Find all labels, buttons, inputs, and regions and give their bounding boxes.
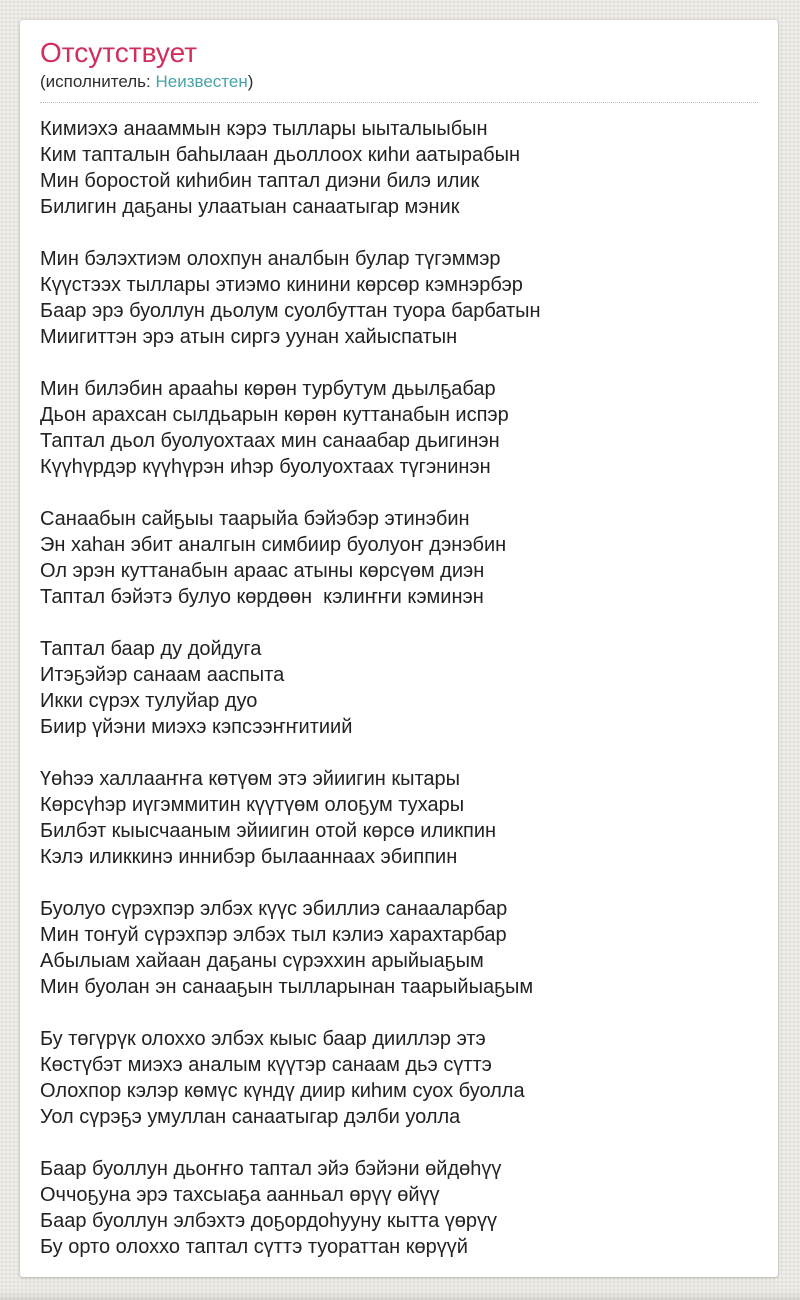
lyric-line: Күүһүрдэр күүһүрэн иһэр буолуохтаах түгэнинэн <box>40 456 491 478</box>
lyrics-card <box>20 20 778 1277</box>
lyric-line: Абылыам хайаан даҕаны сүрэххин арыйыаҕым <box>40 950 484 972</box>
lyric-line: Дьон арахсан сылдьарын көрөн куттанабын испэр <box>40 404 509 426</box>
lyrics-text <box>40 116 758 1260</box>
lyric-line: Таптал бэйэтэ булуо көрдөөн кэлиҥҥи кэминэн <box>40 586 484 608</box>
lyric-line: Билигин даҕаны улаатыан санаатыгар мэник <box>40 196 460 218</box>
lyrics-stanza <box>40 896 758 1000</box>
lyrics-stanza <box>40 1156 758 1260</box>
lyric-line: Мин тоҥуй сүрэхпэр элбэх тыл кэлиэ харахтарбар <box>40 924 507 946</box>
lyric-line: Көстүбэт миэхэ аналым күүтэр санаам дьэ сүттэ <box>40 1054 492 1076</box>
lyric-line: Мин боростой киһибин таптал диэни билэ илик <box>40 170 480 192</box>
lyric-line: Санаабын сайҕыы таарыйа бэйэбэр этинэбин <box>40 508 470 530</box>
lyric-line: Мин билэбин арааһы көрөн турбутум дьылҕабар <box>40 378 496 400</box>
lyric-line: Миигиттэн эрэ атын сиргэ уунан хайыспатын <box>40 326 458 348</box>
lyric-line: Эн хаһан эбит аналгын симбиир буолуоҥ дэнэбин <box>40 534 507 556</box>
lyric-line: Көрсүһэр иүгэммитин күүтүөм олоҕум тухары <box>40 794 465 816</box>
lyric-line: Баар буоллун элбэхтэ доҕордоһууну кытта үөрүү <box>40 1210 498 1232</box>
artist-label-suffix: ) <box>247 72 254 91</box>
lyric-line: Кимиэхэ анааммын кэрэ тыллары ыыталыыбын <box>40 118 488 140</box>
page-bottom-edge <box>0 1291 800 1300</box>
lyric-line: Таптал дьол буолуохтаах мин санаабар дьигинэн <box>40 430 500 452</box>
lyric-line: Итэҕэйэр санаам ааспыта <box>40 664 285 686</box>
lyrics-stanza <box>40 1026 758 1130</box>
lyric-line: Мин бэлэхтиэм олохпун аналбын булар түгэммэр <box>40 248 501 270</box>
artist-label-prefix: (исполнитель: <box>40 72 156 91</box>
artist-row <box>40 70 758 103</box>
lyrics-stanza <box>40 506 758 610</box>
lyric-line: Баар эрэ буоллун дьолум суолбуттан туора барбатын <box>40 300 541 322</box>
lyric-line: Буолуо сүрэхпэр элбэх күүс эбиллиэ санааларбар <box>40 898 508 920</box>
lyrics-stanza <box>40 766 758 870</box>
lyric-line: Икки сүрэх тулуйар дуо <box>40 690 258 712</box>
lyric-line: Таптал баар ду дойдуга <box>40 638 262 660</box>
lyric-line: Күүстээх тыллары этиэмо кинини көрсөр кэмнэрбэр <box>40 274 523 296</box>
lyric-line: Ким тапталын баһылаан дьоллоох киһи аатырабын <box>40 144 521 166</box>
lyric-line: Бу төгүрүк олоххо элбэх кыыс баар дииллэр этэ <box>40 1028 486 1050</box>
lyric-line: Ол эрэн куттанабын араас атыны көрсүөм диэн <box>40 560 485 582</box>
lyrics-stanza <box>40 116 758 220</box>
artist-link[interactable]: Неизвестен <box>155 72 248 91</box>
song-title: Отсутствует <box>40 37 198 68</box>
lyric-line: Биир үйэни миэхэ кэпсээҥҥитиий <box>40 716 353 738</box>
lyric-line: Бу орто олоххо таптал сүттэ туораттан көрүүй <box>40 1236 468 1258</box>
lyric-line: Үөһээ халлааҥҥа көтүөм этэ эйиигин кытары <box>40 768 461 790</box>
lyric-line: Баар буоллун дьоҥҥо таптал эйэ бэйэни өйдөһүү <box>40 1158 502 1180</box>
lyric-line: Уол сүрэҕэ умуллан санаатыгар дэлби уолла <box>40 1106 461 1128</box>
lyrics-stanza <box>40 376 758 480</box>
lyrics-stanza <box>40 246 758 350</box>
lyric-line: Олохпор кэлэр көмүс күндү диир киһим суох буолла <box>40 1080 525 1102</box>
lyric-line: Кэлэ иликкинэ иннибэр былааннаах эбиппин <box>40 846 458 868</box>
lyric-line: Билбэт кыысчааным эйиигин отой көрсө иликпин <box>40 820 497 842</box>
lyric-line: Оччоҕуна эрэ тахсыаҕа аанньал өрүү өйүү <box>40 1184 440 1206</box>
lyric-line: Мин буолан эн санааҕын тылларынан таарыйыаҕым <box>40 976 534 998</box>
lyrics-stanza <box>40 636 758 740</box>
